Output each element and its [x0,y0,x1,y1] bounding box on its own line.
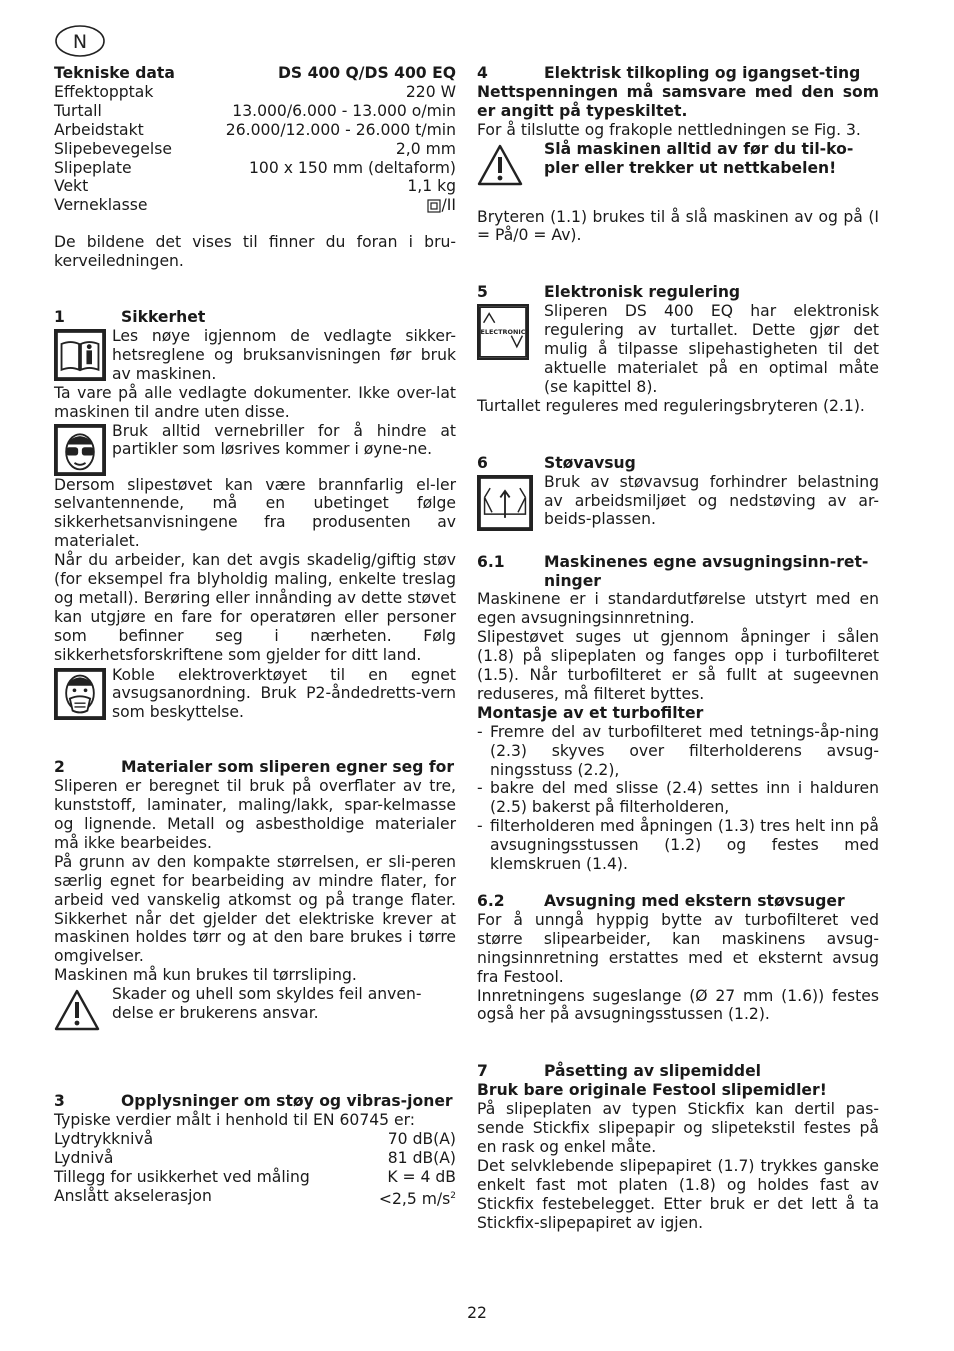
electronic-block [477,302,879,397]
abrasive-notice: Bruk bare originale Festool slipemidler! [477,1081,827,1100]
list-item-text: bakre del med slisse (2.4) settes inn i halduren (2.5) bakerst på filterholderen, [490,779,879,817]
noise-label: Lydtrykknivå [54,1129,154,1148]
tech-value: 13.000/6.000 - 13.000 o/min [232,101,456,120]
language-badge-letter: N [72,31,88,53]
electronic-label: ELECTRONIC [480,328,526,337]
safety-text: Bruk alltid vernebriller for å hindre at partikler som løsrives kommer i øyne-ne. [112,421,456,459]
noise-label: Lydnivå [54,1148,114,1167]
warning-icon [54,989,100,1031]
section-number: 6.1 [477,552,505,571]
section-title: Materialer som sliperen egner seg for [121,758,455,777]
tech-row [54,177,456,196]
read-manual-icon [54,329,106,381]
warning-text: Slå maskinen alltid av før du til-ko-pler eller trekker ut nettkabelen! [544,139,854,177]
respirator-block [54,666,456,723]
section-title: Avsugning med ekstern støvsuger [544,892,845,910]
superscript: 2 [450,1190,456,1201]
extraction-text: Maskinene er i standardutførelse utstyrt med en egen avsugningsinnretning. [477,590,879,628]
section-number: 2 [54,758,65,777]
tech-label: Turtall [54,101,102,120]
section-number: 1 [54,308,65,327]
tech-value: 2,0 mm [395,139,456,158]
tech-label: Slipeplate [54,158,132,177]
noise-value [379,1187,456,1209]
external-extraction-text: Innretningens sugeslange (Ø 27 mm (1.6)) festes også her på avsugningsstussen (1.2). [477,986,879,1024]
tech-label: Arbeidstakt [54,120,144,139]
noise-value-text: <2,5 m/s [378,1189,451,1208]
section-number: 6 [477,453,488,472]
connection-text: For å tilslutte og frakople nettledningen se Fig. 3. [477,120,861,139]
abrasive-text: Det selvklebende slipepapiret (1.7) trykkes ganske enkelt fast mot platen (1.8) og holdes fast av Stickfix festebelegget. Etter bruk er det lett å ta Stickfix-slipepapiret av igjen. [477,1156,879,1232]
noise-label: Anslått akselerasjon [54,1186,212,1205]
tech-label: Slipebevegelse [54,139,172,158]
safety-goggles-icon [54,424,106,476]
noise-label: Tillegg for usikkerhet ved måling [54,1167,310,1186]
tech-row [54,83,456,102]
list-item-text: filterholderen med åpningen (1.3) tres helt inn på avsugningsstussen (1.2) og festes med klemskruen (1.4). [490,817,879,874]
section-heading [477,454,879,473]
tech-row [54,196,456,215]
voltage-notice: Nettspenningen må samsvare med den som er angitt på typeskiltet. [477,82,879,120]
electronic-text: Turtallet reguleres med reguleringsbryteren (2.1). [477,396,865,415]
tech-row [54,159,456,178]
section-number: 7 [477,1062,488,1081]
section-heading [54,308,456,327]
list-item: - filterholderen med åpningen (1.3) tres helt inn på avsugningsstussen (1.2) og festes med klemskruen (1.4). [477,817,879,874]
dust-block [477,473,879,531]
double-insulation-icon [427,199,441,213]
section-title: Elektronisk regulering [544,283,741,302]
section-heading [477,1062,879,1081]
tech-value: /II [441,196,456,215]
noise-value: 70 dB(A) [387,1129,456,1148]
section-heading [477,64,879,83]
section-title: Elektrisk tilkopling og igangset-ting [544,64,861,82]
section-number: 5 [477,283,488,302]
tech-value: 100 x 150 mm (deltaform) [249,158,456,177]
noise-value: K = 4 dB [387,1167,456,1186]
external-extraction-text: For å unngå hyppig bytte av turbofilteret ved større slipearbeider, kan maskinens avsug-ningsinnretning erstattes med et eksternt avsug fra Festool. [477,910,879,986]
tech-data-model: DS 400 Q/DS 400 EQ [277,64,456,82]
section-title: Støvavsug [544,453,636,472]
tech-row [54,102,456,121]
section-heading [54,1092,456,1111]
switch-text: Bryteren (1.1) brukes til å slå maskinen av og på (I = På/0 = Av). [477,207,879,245]
section-heading [477,553,879,591]
materials-text: På grunn av den kompakte størrelsen, er sli-peren særlig egnet for bearbeiding av mindre flater, for arbeid ved vanskelig atkomst og på trange flater. Sikkerhet når det gjelder det elektriske krever at maskinen holdes tørr og at den bare brukes i tørre omgivelser. [54,852,456,966]
list-item: - bakre del med slisse (2.4) settes inn i halduren (2.5) bakerst på filterholderen, [477,779,879,817]
section-title: Sikkerhet [121,308,206,327]
safety-text: Ta vare på alle vedlagte dokumenter. Ikke over-lat maskinen til andre uten disse. [54,383,456,421]
right-column [477,64,879,1233]
page-number: 22 [467,1304,487,1322]
noise-row [54,1149,456,1168]
section-title: Maskinenes egne avsugningsinn-ret-ninger [544,552,869,590]
section-heading [54,758,456,777]
noise-row [54,1130,456,1149]
section-title: Opplysninger om støy og vibras-joner [121,1092,453,1111]
tech-label: Vekt [54,177,89,196]
turbofilter-heading: Montasje av et turbofilter [477,703,704,722]
safety-text: Koble elektroverktøyet til en egnet avsugsanordning. Bruk P2-åndedretts-vern som beskyttelse. [112,665,456,722]
section-number: 6.2 [477,892,505,910]
safety-text: Dersom slipestøvet kan være brannfarlig el-ler selvantennende, må en ubetinget følge sikkerhetsanvisningene fra produsenten av materialet. [54,475,456,551]
dust-text: Bruk av støvavsug forhindrer belastning av arbeidsmiljøet og nedstøving av ar-beids-plassen. [544,472,879,529]
language-badge [54,24,106,58]
tech-label: Verneklasse [54,196,148,215]
noise-intro: Typiske verdier målt i henhold til EN 60745 er: [54,1110,416,1129]
tech-data-title: Tekniske data [54,64,175,82]
noise-row [54,1187,456,1209]
left-column [54,64,456,1209]
safety-text: Når du arbeider, kan det avgis skadelig/giftig støv (for eksempel fra blyholdig maling, enkelte treslag og metall). Berøring eller innånding av dette støvet kan utgjøre en fare for operatøren eller personer som befinner seg i nærheten. Følg sikkerhetsforskriftene som gjelder for ditt land. [54,551,456,664]
tech-value: 1,1 kg [407,177,456,196]
electronic-icon [477,304,529,360]
safety-read-block [54,327,456,384]
warning-text: Skader og uhell som skyldes feil anven-delse er brukerens ansvar. [112,985,422,1023]
electronic-text: Sliperen DS 400 EQ har elektronisk regulering av turtallet. Dette gjør det mulig å tilpasse slipehastigheten til det aktuelle materialet på en optimal måte (se kapittel 8). [544,302,879,396]
warning-block [54,985,456,1036]
tech-value: 26.000/12.000 - 26.000 t/min [225,120,456,139]
tech-label: Effektopptak [54,82,154,101]
safety-text: Les nøye igjennom de vedlagte sikker-hetsreglene og bruksanvisningen før bruk av maskinen. [112,326,456,383]
section-number: 3 [54,1092,65,1111]
goggles-block [54,422,456,476]
tech-row [54,121,456,140]
respirator-icon [54,668,106,720]
materials-text: Maskinen må kun brukes til tørrsliping. [54,966,357,985]
protection-class [427,196,456,215]
section-heading [477,283,879,302]
warning-block [477,140,879,191]
extraction-text: Slipestøvet suges ut gjennom åpninger i sålen (1.8) på slipeplaten og fanges opp i turbofilteret (1.5). Når turbofilteret er så fullt at sugeevnen reduseres, må filteret byttes. [477,628,879,703]
abrasive-text: På slipeplaten av typen Stickfix kan dertil pas-sende Stickfix slipepapir og slipetekstil festes på en rask og enkel måte. [477,1100,879,1156]
noise-row [54,1168,456,1187]
tech-data-header [54,64,456,83]
intro-text: De bildene det vises til finner du foran i bru-kerveiledningen. [54,233,456,271]
warning-icon [477,144,523,186]
section-number: 4 [477,64,488,82]
dust-extraction-icon [477,475,533,531]
list-item-text: Fremre del av turbofilteret med tetnings-åp-ning (2.3) skyves over filterholderens avsug-ningsstuss (2.2), [490,722,879,779]
tech-row [54,140,456,159]
noise-value: 81 dB(A) [387,1148,456,1167]
tech-value: 220 W [405,82,456,101]
section-title: Påsetting av slipemiddel [544,1062,762,1081]
section-heading [477,892,879,911]
materials-text: Sliperen er beregnet til bruk på overflater av tre, kunststoff, laminater, maling/lakk, spar-kelmasse og lignende. Metall og asbestholdige materialer må ikke bearbeides. [54,777,456,852]
list-item: - Fremre del av turbofilteret med tetnings-åp-ning (2.3) skyves over filterholderens avsug-ningsstuss (2.2), [477,722,879,779]
